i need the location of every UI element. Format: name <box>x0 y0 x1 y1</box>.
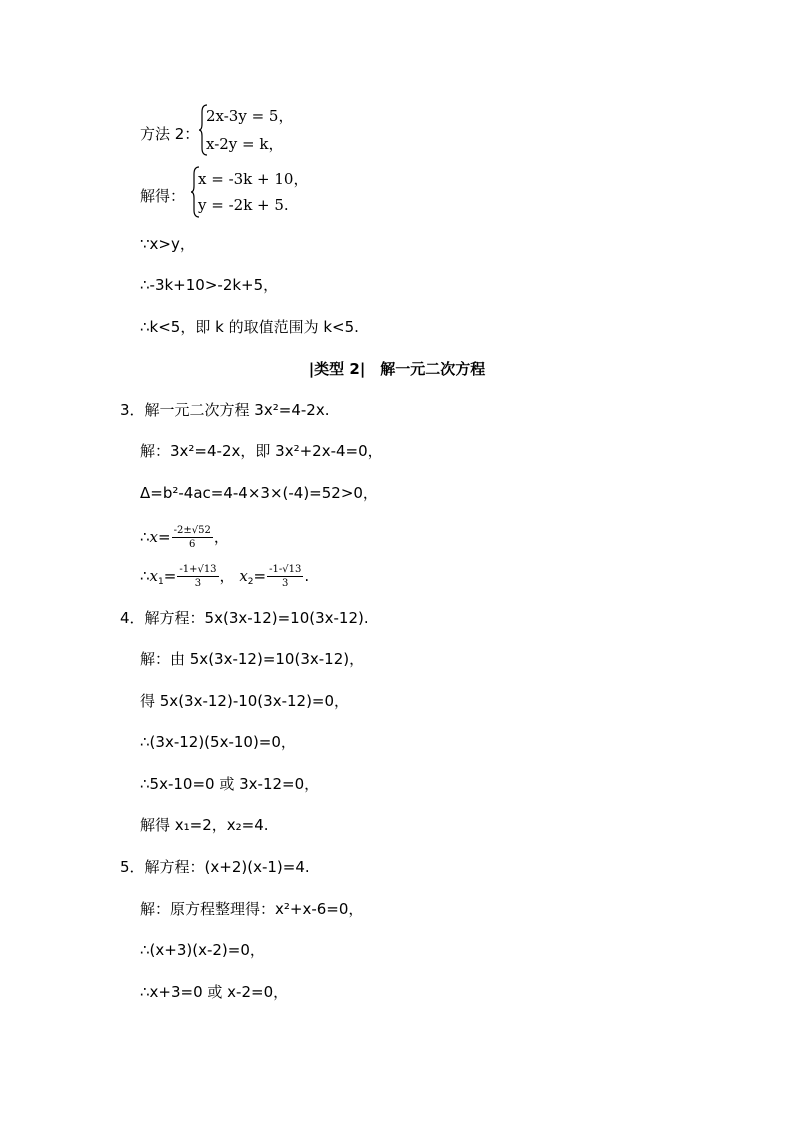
q5-stem: 5．解方程：(x+2)(x-1)=4. <box>120 858 310 876</box>
q4-solution-line-1: 解：由 5x(3x-12)=10(3x-12)， <box>140 650 365 668</box>
q5-solution-line-3: ∴x+3=0 或 x-2=0， <box>140 983 289 1001</box>
fraction-denominator: 6 <box>189 539 196 550</box>
q3-solution-line-4: $\therefore x_1=$ $\frac{-1+√13}{3}$ ， $x_2=$ $\frac{-1-√13}{3}$ . <box>140 564 310 589</box>
q4-solution-line-3: ∴(3x-12)(5x-10)=0， <box>140 733 296 751</box>
q3-stem: 3．解一元二次方程 3x²=4-2x. <box>120 401 330 419</box>
q5-solution-line-2: ∴(x+3)(x-2)=0， <box>140 941 265 959</box>
fraction-denominator: 3 <box>282 578 289 589</box>
q4-solution-line-4: ∴5x-10=0 或 3x-12=0， <box>140 775 320 793</box>
solve-eq1: x = -3k + 10， <box>198 170 309 188</box>
fraction-numerator: -1+√13 <box>179 564 217 575</box>
therefore-line-1: ∴-3k+10>-2k+5， <box>140 276 279 294</box>
q3-solution-line-2: Δ=b²-4ac=4-4×3×(-4)=52>0， <box>140 484 378 502</box>
method2-eq2: x-2y = k， <box>206 135 284 153</box>
fraction-denominator: 3 <box>194 578 202 589</box>
solve-eq2: y = -2k + 5. <box>198 196 289 214</box>
fraction <box>172 525 213 550</box>
solve-system <box>140 166 340 224</box>
q5-solution-line-1: 解：原方程整理得：x²+x-6=0， <box>140 900 364 918</box>
fraction-numerator: -2±√52 <box>173 525 211 536</box>
q4-solution-line-5: 解得 x₁=2，x₂=4. <box>140 816 269 834</box>
method2-eq1: 2x-3y = 5， <box>206 107 294 125</box>
section-heading: |类型 2| 解一元二次方程 <box>308 360 486 378</box>
method2-label: 方法 2： <box>140 125 200 143</box>
q4-stem: 4．解方程：5x(3x-12)=10(3x-12). <box>120 609 369 627</box>
fraction-numerator: -1-√13 <box>269 564 302 575</box>
fraction <box>177 564 218 589</box>
solve-label: 解得： <box>140 187 186 205</box>
fraction <box>267 564 303 589</box>
q3-solution-line-1: 解：3x²=4-2x，即 3x²+2x-4=0， <box>140 442 383 460</box>
q4-solution-line-2: 得 5x(3x-12)-10(3x-12)=0， <box>140 692 350 710</box>
because-line: ∵x>y， <box>140 235 195 253</box>
therefore-line-2: ∴k<5，即 k 的取值范围为 k<5. <box>140 318 359 336</box>
q3-solution-line-3: ∴x= $\frac{-2\pm√52}{6}$ ， <box>140 525 229 550</box>
method2-system <box>140 104 340 162</box>
